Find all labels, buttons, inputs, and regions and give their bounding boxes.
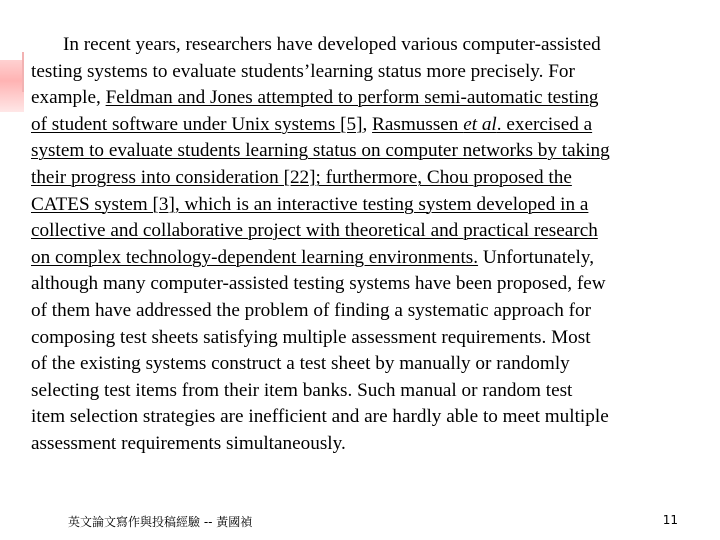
underlined-text-run: collective and collaborative project with theoretical and practical research <box>31 220 598 242</box>
body-paragraph <box>31 32 697 458</box>
underlined-text-run: of student software under Unix systems [5] <box>31 113 363 135</box>
underlined-text-run: their progress into consideration [22]; furthermore, Chou proposed the <box>31 166 572 188</box>
paragraph-line <box>31 431 697 458</box>
paragraph-line <box>31 271 697 298</box>
paragraph-line <box>31 351 697 378</box>
underlined-text-run: CATES system [3], which is an interactive testing system developed in a <box>31 193 589 215</box>
text-run: , <box>362 113 373 135</box>
paragraph-line <box>31 218 697 245</box>
footer-caption: 英文論文寫作與投稿經驗 -- 黃國禎 <box>68 515 253 529</box>
text-run: although many computer-assisted testing systems have been proposed, few <box>31 273 606 295</box>
paragraph-line <box>31 325 697 352</box>
paragraph-line <box>31 59 697 86</box>
text-run: of the existing systems construct a test sheet by manually or randomly <box>31 353 570 375</box>
paragraph-line <box>31 378 697 405</box>
decorative-accent-bar <box>0 60 24 112</box>
text-run: testing systems to evaluate students’learning status more precisely. For <box>31 60 575 82</box>
paragraph-line <box>31 85 697 112</box>
underlined-text-run: . exercised a <box>496 113 593 135</box>
paragraph-line <box>31 112 697 139</box>
paragraph-line <box>31 245 697 272</box>
paragraph-line <box>31 165 697 192</box>
underlined-text-run: system to evaluate students learning status on computer networks by taking <box>31 140 610 162</box>
text-run: of them have addressed the problem of finding a systematic approach for <box>31 299 591 321</box>
text-run: item selection strategies are inefficient and are hardly able to meet multiple <box>31 406 609 428</box>
text-run: selecting test items from their item banks. Such manual or random test <box>31 379 573 401</box>
paragraph-line <box>31 192 697 219</box>
decorative-accent-line <box>22 52 24 92</box>
text-run: example, <box>31 87 106 109</box>
text-run: composing test sheets satisfying multiple assessment requirements. Most <box>31 326 591 348</box>
text-run: In recent years, researchers have developed various computer-assisted <box>63 34 601 55</box>
underlined-italic-text-run: et al <box>463 113 497 135</box>
text-run: assessment requirements simultaneously. <box>31 432 346 454</box>
underlined-text-run: on complex technology-dependent learning environments. <box>31 246 479 268</box>
paragraph-line <box>31 32 697 59</box>
paragraph-line <box>31 298 697 325</box>
paragraph-line <box>31 138 697 165</box>
page-number: 11 <box>662 513 678 527</box>
underlined-text-run: Feldman and Jones attempted to perform semi-automatic testing <box>105 87 599 109</box>
text-run: Unfortunately, <box>478 246 595 268</box>
underlined-text-run: Rasmussen <box>372 113 464 135</box>
paragraph-line <box>31 404 697 431</box>
